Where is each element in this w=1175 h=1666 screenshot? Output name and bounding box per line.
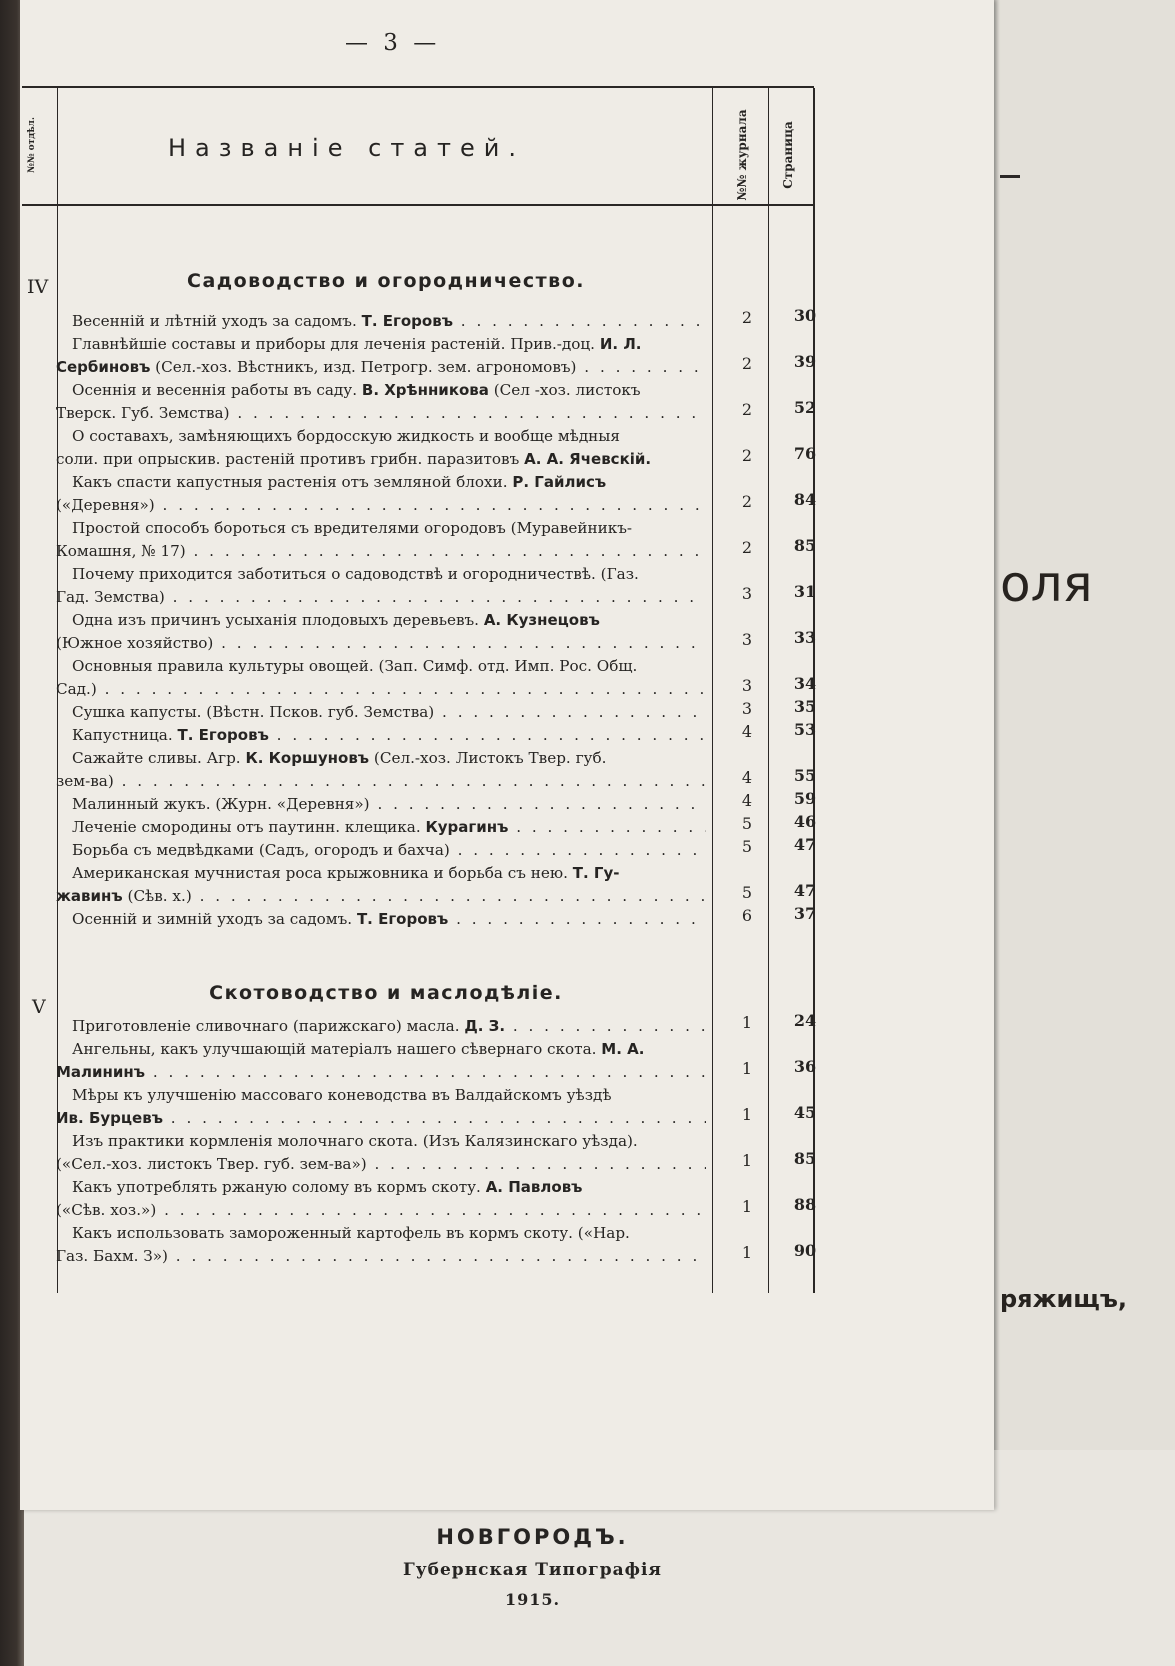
journal-column-rule: [768, 88, 769, 1293]
article-author: Т. Егоровъ: [177, 726, 269, 744]
page-number-cell: 33: [793, 628, 817, 647]
page-number-cell: 45: [793, 1103, 817, 1122]
article-text: Сушка капусты. (Вѣстн. Псков. губ. Земства): [72, 703, 435, 721]
article-entry: [56, 908, 706, 931]
section-number: V: [32, 996, 46, 1018]
article-title-line: [56, 678, 706, 701]
article-entry: [56, 1222, 706, 1268]
journal-number: 1: [741, 1059, 753, 1078]
journal-number: 2: [741, 400, 753, 419]
imprint-year: 1915.: [504, 1590, 561, 1609]
article-text: (Сѣв. х.): [122, 887, 192, 905]
article-title-line: [56, 793, 706, 816]
article-text: Изъ практики кормленія молочнаго скота. (Изъ Калязинскаго уѣзда).: [72, 1132, 638, 1150]
journal-number: 2: [741, 538, 753, 557]
article-title-line: [56, 1015, 706, 1038]
article-title-line: [56, 1038, 706, 1061]
article-entry: [56, 333, 706, 379]
article-title-line: [56, 724, 706, 747]
article-text: Леченіе смородины отъ паутинн. клещика.: [72, 818, 426, 836]
journal-number: 3: [741, 630, 753, 649]
journal-column-header: №№ журнала: [735, 109, 749, 201]
title-column-rule: [712, 88, 713, 1293]
article-title-line: [56, 908, 706, 931]
article-title-line: [56, 586, 706, 609]
article-author: К. Коршуновъ: [245, 749, 370, 767]
journal-number: 1: [741, 1243, 753, 1262]
article-entry: [56, 425, 706, 471]
journal-number: 5: [741, 883, 753, 902]
section-number: IV: [27, 276, 49, 298]
underlying-page: [994, 0, 1175, 1450]
journal-number: 5: [741, 814, 753, 833]
article-author: Т. Егоровъ: [361, 312, 453, 330]
page-number-cell: 35: [793, 697, 817, 716]
article-entry: [56, 1084, 706, 1130]
article-entry: [56, 517, 706, 563]
page-number-cell: 76: [793, 444, 817, 463]
article-title-line: [56, 1130, 706, 1153]
article-title-line: [56, 310, 706, 333]
page-number-cell: 47: [793, 835, 817, 854]
page-number-cell: 36: [793, 1057, 817, 1076]
article-entry: [56, 793, 706, 816]
table-top-rule: [22, 86, 814, 88]
article-text: Ангельны, какъ улучшающій матеріалъ нашего сѣвернаго скота.: [72, 1040, 602, 1058]
journal-number: 3: [741, 699, 753, 718]
article-text: Приготовленіе сливочнаго (парижскаго) масла.: [72, 1017, 465, 1035]
article-title-line: [56, 747, 706, 770]
article-text: Весенній и лѣтній уходъ за садомъ.: [72, 312, 362, 330]
article-author: В. Хрѣнникова: [361, 381, 489, 399]
journal-number: 2: [741, 492, 753, 511]
article-text: Малинный жукъ. (Журн. «Деревня»): [72, 795, 370, 813]
page-number-cell: 85: [793, 1149, 817, 1168]
page-number-cell: 55: [793, 766, 817, 785]
page-number-cell: 47: [793, 881, 817, 900]
page-edge-shadow: [994, 0, 1000, 1450]
article-entry: [56, 1176, 706, 1222]
article-title-line: [56, 333, 706, 356]
article-text: Основныя правила культуры овощей. (Зап. Симф. отд. Имп. Рос. Общ.: [72, 657, 638, 675]
article-entry: [56, 310, 706, 333]
page-number-cell: 34: [793, 674, 817, 693]
page-number-cell: 84: [793, 490, 817, 509]
article-title-line: [56, 1176, 706, 1199]
journal-number: 2: [741, 354, 753, 373]
page-number-cell: 46: [793, 812, 817, 831]
journal-number: 1: [741, 1013, 753, 1032]
page-number: — 3 —: [345, 30, 441, 56]
journal-number: 3: [741, 584, 753, 603]
underlying-page-fragment-1: оля: [1000, 555, 1093, 613]
article-title-line: [56, 816, 706, 839]
page-number-cell: 39: [793, 352, 817, 371]
page-column-header: Страница: [781, 121, 795, 189]
article-title-line: [56, 356, 706, 379]
article-entry: [56, 1015, 706, 1038]
journal-number: 1: [741, 1197, 753, 1216]
imprint-city: НОВГОРОДЪ.: [436, 1525, 629, 1549]
article-author: Т. Егоровъ: [356, 910, 449, 928]
article-text: Борьба съ медвѣдками (Садъ, огородъ и бахча): [72, 841, 450, 859]
page-number-cell: 52: [793, 398, 817, 417]
article-entry: [56, 839, 706, 862]
article-title-line: [56, 517, 706, 540]
journal-number: 4: [741, 768, 753, 787]
article-author: Р. Гайлисъ: [512, 473, 607, 491]
journal-number: 4: [741, 722, 753, 741]
article-entry: [56, 816, 706, 839]
article-title-line: [56, 862, 706, 885]
article-author: Малининъ: [56, 1063, 146, 1081]
article-title-line: [56, 1199, 706, 1222]
article-title-line: [56, 563, 706, 586]
journal-number: 5: [741, 837, 753, 856]
article-author: А. А. Ячевскій.: [524, 450, 652, 468]
article-title-line: [56, 655, 706, 678]
article-text: соли. при опрыскив. растеній противъ грибн. паразитовъ: [56, 450, 525, 468]
article-text: Одна изъ причинъ усыханія плодовыхъ деревьевъ.: [72, 611, 484, 629]
title-column-header: Названіе статей.: [168, 134, 525, 162]
article-title-line: [56, 379, 706, 402]
journal-number: 3: [741, 676, 753, 695]
page-number-cell: 37: [793, 904, 817, 923]
journal-number: 2: [741, 308, 753, 327]
article-author: Сербиновъ: [56, 358, 151, 376]
article-author: Ив. Бурцевъ: [56, 1109, 163, 1127]
article-title-line: [56, 770, 706, 793]
article-text: О составахъ, замѣняющихъ бордосскую жидкость и вообще мѣдныя: [72, 427, 620, 445]
article-text: Комашня, № 17): [56, 542, 186, 560]
article-entry: [56, 747, 706, 793]
article-author: И. Л.: [599, 335, 642, 353]
article-entry: [56, 379, 706, 425]
article-author: А. Кузнецовъ: [483, 611, 600, 629]
article-author: Д. З.: [464, 1017, 506, 1035]
article-entry: [56, 609, 706, 655]
page-number-cell: 85: [793, 536, 817, 555]
article-text: («Деревня»): [56, 496, 155, 514]
article-text: Осеннія и весеннія работы въ саду.: [72, 381, 362, 399]
article-entry: [56, 862, 706, 908]
article-text: Мѣры къ улучшенію массоваго коневодства въ Валдайскомъ уѣздѣ: [72, 1086, 612, 1104]
article-title-line: [56, 540, 706, 563]
article-text: (Сел.-хоз. Вѣстникъ, изд. Петрогр. зем. агрономовъ): [150, 358, 577, 376]
page-number-cell: 24: [793, 1011, 817, 1030]
article-title-line: [56, 839, 706, 862]
article-author: Т. Гу-: [572, 864, 620, 882]
article-title-line: [56, 494, 706, 517]
article-title-line: [56, 1245, 706, 1268]
article-title-line: [56, 885, 706, 908]
article-title-line: [56, 1107, 706, 1130]
article-text: Осенній и зимній уходъ за садомъ.: [72, 910, 357, 928]
journal-number: 2: [741, 446, 753, 465]
article-entry: [56, 724, 706, 747]
article-author: жавинъ: [56, 887, 123, 905]
section-title: Скотоводство и маслодѣліе.: [209, 982, 563, 1004]
article-title-line: [56, 402, 706, 425]
article-author: М. А.: [601, 1040, 645, 1058]
article-entry: [56, 701, 706, 724]
article-text: Какъ использовать замороженный картофель въ кормъ скоту. («Нар.: [72, 1224, 630, 1242]
article-text: («Сел.-хоз. листокъ Твер. губ. зем-ва»): [56, 1155, 367, 1173]
article-text: зем-ва): [56, 772, 114, 790]
underlying-page-fragment-2: ряжищъ,: [1000, 1285, 1127, 1313]
article-title-line: [56, 1084, 706, 1107]
article-text: (Южное хозяйство): [56, 634, 214, 652]
page-number-cell: 31: [793, 582, 817, 601]
article-text: Какъ употреблять ржаную солому въ кормъ скоту.: [72, 1178, 486, 1196]
page-number-cell: 88: [793, 1195, 817, 1214]
article-text: Сажайте сливы. Агр.: [72, 749, 246, 767]
article-title-line: [56, 1222, 706, 1245]
section-title: Садоводство и огородничество.: [187, 270, 585, 292]
section-column-header: №№ отдѣл.: [27, 116, 37, 174]
article-text: Главнѣйшіе составы и приборы для леченія растеній. Прив.-доц.: [72, 335, 600, 353]
article-text: Сад.): [56, 680, 97, 698]
article-text: Простой способъ бороться съ вредителями огородовъ (Муравейникъ-: [72, 519, 633, 537]
article-entry: [56, 563, 706, 609]
article-text: Тверск. Губ. Земства): [56, 404, 230, 422]
article-entry: [56, 471, 706, 517]
article-author: Курагинъ: [425, 818, 509, 836]
article-text: (Сел -хоз. листокъ: [488, 381, 641, 399]
article-text: Какъ спасти капустныя растенія отъ земляной блохи.: [72, 473, 513, 491]
page-number-cell: 59: [793, 789, 817, 808]
journal-number: 1: [741, 1151, 753, 1170]
article-text: (Сел.-хоз. Листокъ Твер. губ.: [369, 749, 607, 767]
article-text: Капустница.: [72, 726, 178, 744]
article-text: («Сѣв. хоз.»): [56, 1201, 157, 1219]
article-text: Гад. Земства): [56, 588, 165, 606]
article-title-line: [56, 1153, 706, 1176]
journal-number: 1: [741, 1105, 753, 1124]
underlying-page-dash: [1000, 175, 1020, 178]
article-text: Американская мучнистая роса крыжовника и борьба съ нею.: [72, 864, 573, 882]
imprint-press: Губернская Типографія: [403, 1560, 662, 1580]
page-number-cell: 53: [793, 720, 817, 739]
journal-number: 6: [741, 906, 753, 925]
article-title-line: [56, 632, 706, 655]
article-author: А. Павловъ: [485, 1178, 583, 1196]
article-entry: [56, 655, 706, 701]
article-entry: [56, 1130, 706, 1176]
article-title-line: [56, 471, 706, 494]
article-title-line: [56, 448, 706, 471]
table-header-rule: [22, 204, 814, 206]
article-text: Почему приходится заботиться о садоводствѣ и огородничествѣ. (Газ.: [72, 565, 639, 583]
journal-number: 4: [741, 791, 753, 810]
article-title-line: [56, 425, 706, 448]
article-text: Газ. Бахм. З»): [56, 1247, 168, 1265]
article-entry: [56, 1038, 706, 1084]
page-number-cell: 30: [793, 306, 817, 325]
article-title-line: [56, 701, 706, 724]
page-number-cell: 90: [793, 1241, 817, 1260]
article-title-line: [56, 609, 706, 632]
article-title-line: [56, 1061, 706, 1084]
